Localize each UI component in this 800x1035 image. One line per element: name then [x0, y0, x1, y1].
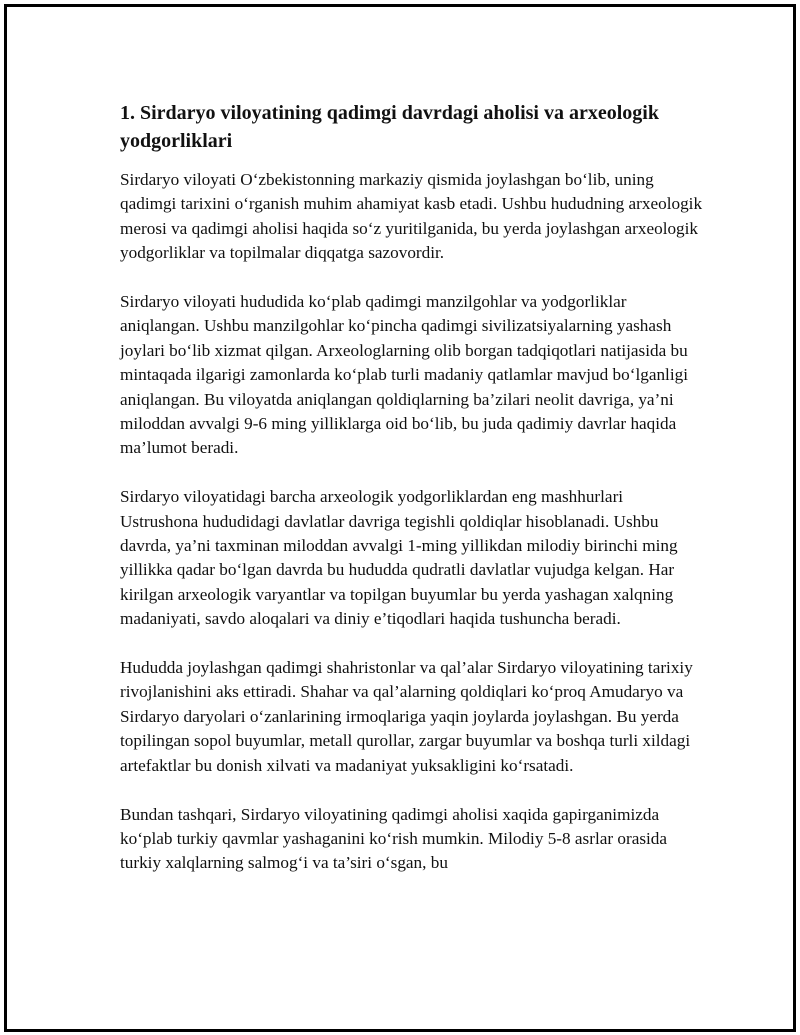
paragraph-4: Hududda joylashgan qadimgi shahristonlar va qal’alar Sirdaryo viloyatining tarixiy rivojlanishini aks ettiradi. Shahar va qal’alarning qoldiqlari ko‘proq Amudaryo va Sirdaryo daryolari o‘zanlarining irmoqlariga yaqin joylarda joylashgan. Bu yerda topilingan sopol buyumlar, metall qurollar, zargar buyumlar va boshqa turli xildagi artefaktlar bu donish xilvati va madaniyat yuksakligini ko‘rsatadi. [120, 658, 693, 775]
paragraph-2: Sirdaryo viloyati hududida ko‘plab qadimgi manzilgohlar va yodgorliklar aniqlangan. Ushbu manzilgohlar ko‘pincha qadimgi sivilizatsiyalarning yashash joylari bo‘lib xizmat qilgan. Arxeologlarning olib borgan tadqiqotlari natijasida bu mintaqada ilgarigi zamonlarda ko‘plab turli madaniy qatlamlar mavjud bo‘lganligi aniqlangan. Bu viloyatda aniqlangan qoldiqlarning ba’zilari neolit davriga, ya’ni miloddan avvalgi 9-6 ming yilliklarga oid bo‘lib, bu juda qadimiy davrlar haqida ma’lumot beradi. [120, 292, 688, 458]
section-heading: 1. Sirdaryo viloyatining qadimgi davrdagi aholisi va arxeologik yodgorliklari [120, 102, 659, 152]
page-frame [4, 4, 796, 1032]
document-body [120, 99, 705, 900]
paragraph-5: Bundan tashqari, Sirdaryo viloyatining qadimgi aholisi xaqida gapirganimizda ko‘plab turkiy qavmlar yashaganini ko‘rish mumkin. Milodiy 5-8 asrlar orasida turkiy xalqlarning salmog‘i va ta’siri o‘sgan, bu [120, 804, 668, 873]
paragraph-1: Sirdaryo viloyati O‘zbekistonning markaziy qismida joylashgan bo‘lib, uning qadimgi tarixini o‘rganish muhim ahamiyat kasb etadi. Ushbu hududning arxeologik merosi va qadimgi aholisi haqida so‘z yuritilganida, bu yerda joylashgan arxeologik yodgorliklar va topilmalar diqqatga sazovordir. [120, 170, 703, 263]
paragraph-3: Sirdaryo viloyatidagi barcha arxeologik yodgorliklardan eng mashhurlari Ustrushona hududidagi davlatlar davriga tegishli qoldiqlar hisoblanadi. Ushbu davrda, ya’ni taxminan miloddan avvalgi 1-ming yillikdan milodiy birinchi ming yillikka qadar bo‘lgan davrda bu hududda qudratli davlatlar vujudga kelgan. Har kirilgan arxeologik varyantlar va topilgan buyumlar bu yerda yashagan xalqning madaniyati, savdo aloqalari va diniy e’tiqodlari haqida tushuncha beradi. [120, 487, 678, 629]
